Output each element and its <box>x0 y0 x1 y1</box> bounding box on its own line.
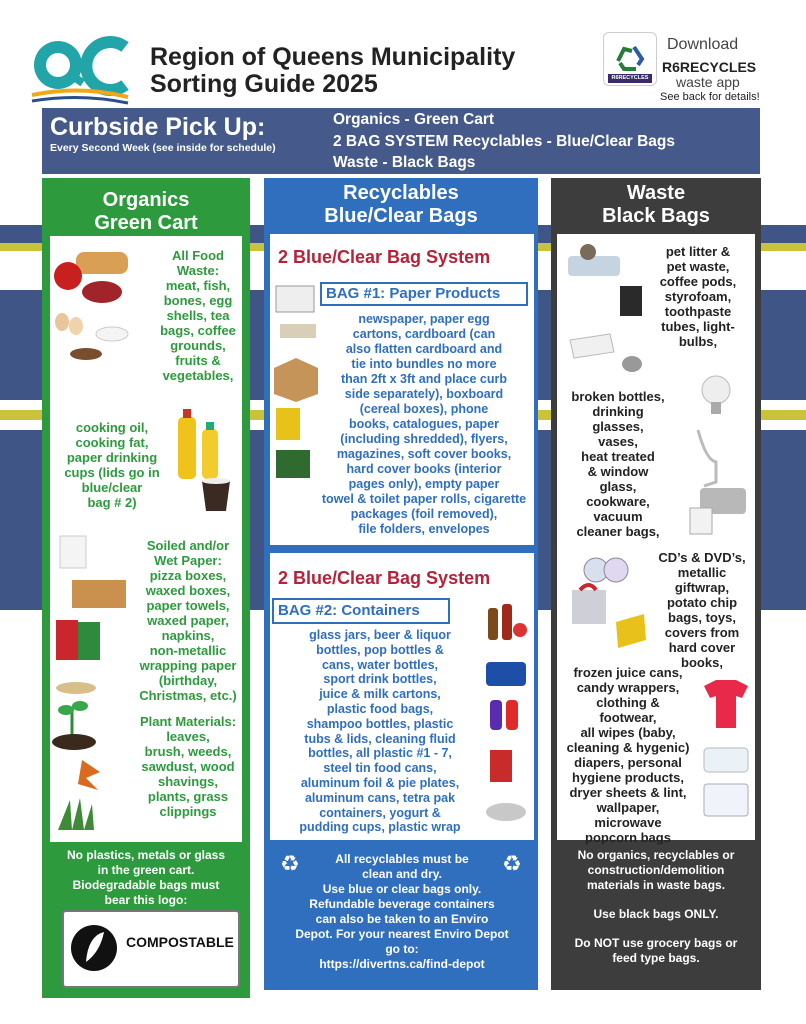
waste-footer: No organics, recyclables or construction/demolition materials in waste bags. Use black bags ONLY. Do NOT use grocery bags or feed type bags. <box>574 848 738 965</box>
app-back-note: See back for details! <box>660 91 760 103</box>
compostable-label: COMPOSTABLE <box>126 934 234 950</box>
waste-group3-text: CD’s & DVD’s, metallic giftwrap, potato chip bags, toys, covers from hard cover books, <box>658 550 746 670</box>
glass-and-cookware-picture <box>676 370 756 540</box>
waste-group2-text: broken bottles, drinking glasses, vases, heat treated & window glass, cookware, vacuum cleaner bags, <box>571 389 665 539</box>
clothing-and-diapers-picture <box>698 676 754 826</box>
app-icon-label: R6RECYCLES <box>611 75 649 81</box>
bag2-item-list: glass jars, beer & liquor bottles, pop bottles & cans, water bottles, sport drink bottles, juice & milk cartons, plastic food bags, shampoo bottles, plastic tubs & lids, cleaning fluid bottles, all plastic #1 - 7, steel tin food cans, aluminum foil & pie plates, aluminum cans, tetra pak containers, yogurt & pudding cups, plastic wrap <box>299 628 461 835</box>
organics-heading-line1: Organics <box>102 189 190 211</box>
waste-heading <box>551 182 761 228</box>
waste-heading-line2: Black Bags <box>602 205 710 227</box>
waste-group4-text: frozen juice cans, candy wrappers, clothing & footwear, all wipes (baby, cleaning & hygenic) diapers, personal hygiene products, dryer sheets & lint, wallpaper, microwave popcorn bags <box>566 665 690 845</box>
pet-litter-picture <box>560 240 650 380</box>
bag1-item-list: newspaper, paper egg cartons, cardboard (can also flatten cardboard and tie into bundles no more than 2ft x 3ft and place curb side separately), boxboard (cereal boxes), phone books, catalogues, paper (including shredded), flyers, magazines, soft cover books, hard cover books (interior pages only), empty paper towel & toilet paper rolls, cigarette packages (foil removed), file folders, envelopes <box>321 312 527 536</box>
containers-picture <box>482 600 530 830</box>
banner-line-recyclables: 2 BAG SYSTEM Recyclables - Blue/Clear Bags <box>333 133 675 150</box>
app-name: R6RECYCLES <box>662 59 757 75</box>
enviro-depot-link[interactable]: https://divertns.ca/find-depot <box>319 957 485 971</box>
banner-title: Curbside Pick Up: <box>50 113 266 141</box>
paper-products-picture <box>272 284 320 484</box>
organics-food-text: All Food Waste: meat, fish, bones, egg shells, tea bags, coffee grounds, fruits & vegetables, <box>160 248 236 383</box>
organics-oil-text: cooking oil, cooking fat, paper drinking cups (lids go in blue/clear bag # 2) <box>64 420 160 510</box>
recyclables-heading-line2: Blue/Clear Bags <box>324 205 478 227</box>
page-subtitle: Sorting Guide 2025 <box>150 70 378 98</box>
banner-subtitle: Every Second Week (see inside for schedule) <box>50 142 276 154</box>
organics-footer: No plastics, metals or glass in the green cart. Biodegradable bags must bear this logo: <box>66 848 226 907</box>
waste-group1-text: pet litter & pet waste, coffee pods, styrofoam, toothpaste tubes, light- bulbs, <box>659 244 737 349</box>
banner-line-waste: Waste - Black Bags <box>333 154 476 171</box>
banner-line-organics: Organics - Green Cart <box>333 111 495 128</box>
compostable-leaf-icon <box>70 918 120 978</box>
recycle-icon: ♻ <box>502 852 522 877</box>
bag1-system-title: 2 Blue/Clear Bag System <box>278 247 491 267</box>
page-title: Region of Queens Municipality <box>150 43 516 71</box>
organics-heading-line2: Green Cart <box>94 212 198 234</box>
app-download-label: Download <box>667 36 739 53</box>
compostable-logo <box>62 910 240 988</box>
bag2-system-title: 2 Blue/Clear Bag System <box>278 568 491 588</box>
recyclables-footer: All recyclables must be clean and dry. Use blue or clear bags only. Refundable beverage containers can also be taken to an Enviro Depot. For your nearest Enviro Depot go to: https://divertns.ca/find-depot <box>270 852 534 972</box>
recyclables-heading-line1: Recyclables <box>343 182 459 204</box>
organics-plant-text: Plant Materials: leaves, brush, weeds, sawdust, wood shavings, plants, grass clippings <box>139 714 237 819</box>
soiled-paper-picture <box>52 530 130 670</box>
qc-logo <box>30 35 130 105</box>
bag2-label: BAG #2: Containers <box>278 602 420 619</box>
cd-and-giftwrap-picture <box>566 556 650 656</box>
recyclables-heading <box>264 182 538 228</box>
oil-and-cup-picture <box>174 405 240 515</box>
organics-heading <box>42 189 250 235</box>
bag1-label: BAG #1: Paper Products <box>326 285 501 302</box>
food-picture <box>52 248 132 366</box>
app-subtitle: waste app <box>676 74 740 90</box>
r6recycles-app-icon <box>603 32 657 86</box>
plant-materials-picture <box>52 680 124 830</box>
recycle-icon: ♻ <box>280 852 300 877</box>
waste-heading-line1: Waste <box>626 182 686 204</box>
organics-paper-text: Soiled and/or Wet Paper: pizza boxes, waxed boxes, paper towels, waxed paper, napkins, non-metallic wrapping paper (birthday, Christmas, etc.) <box>139 538 237 703</box>
